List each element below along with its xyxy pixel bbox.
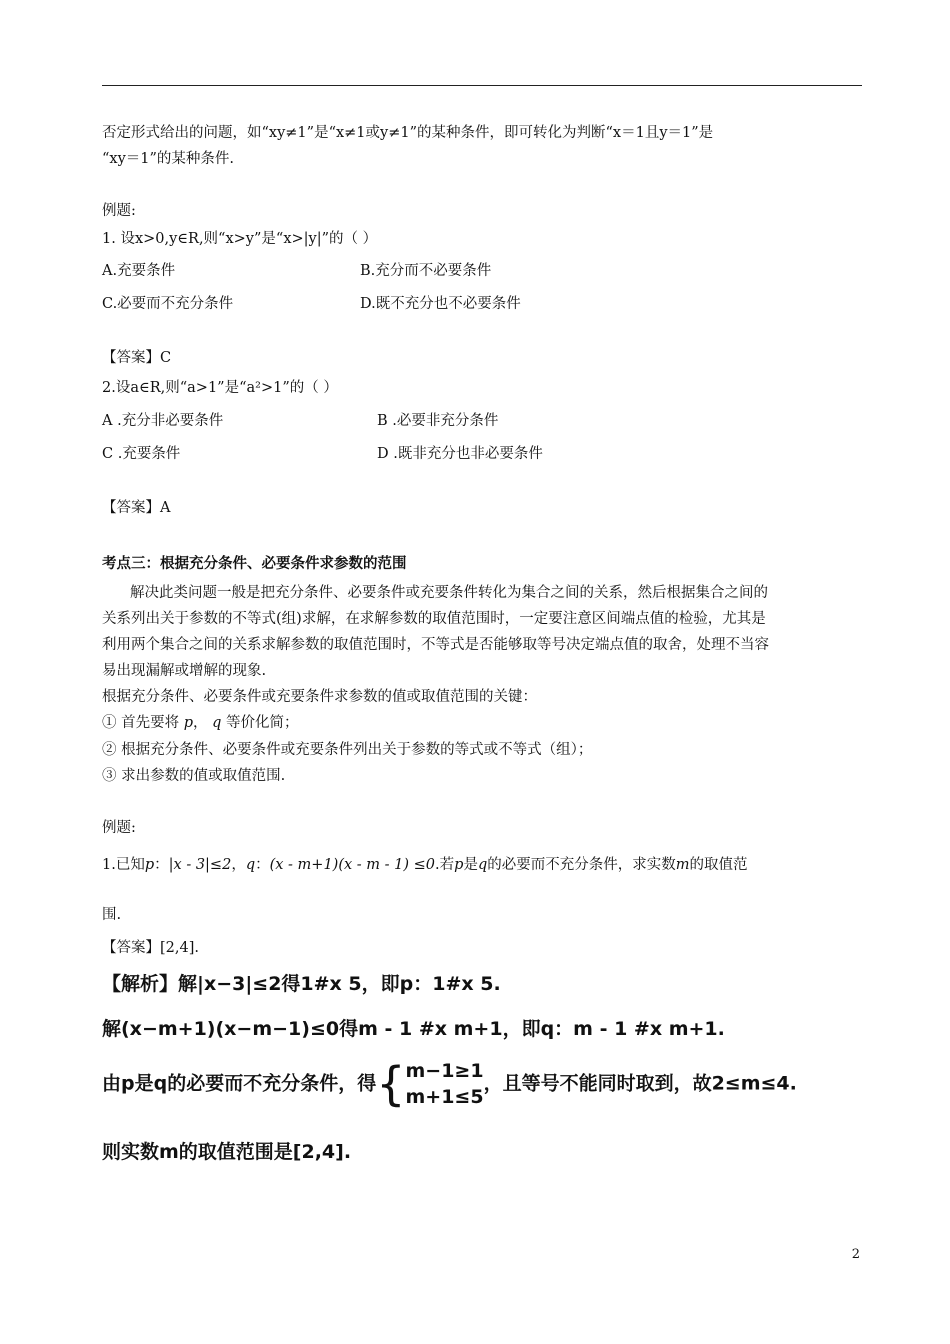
section-title: 考点三：根据充分条件、必要条件求参数的范围 bbox=[102, 555, 407, 572]
step-2: ② 根据充分条件、必要条件或充要条件列出关于参数的等式或不等式（组）； bbox=[102, 742, 593, 758]
intro-line-2: “xy＝1”的某种条件. bbox=[102, 151, 235, 167]
option-b: B.充分而不必要条件 bbox=[360, 263, 492, 279]
step-1: ① 首先要将 p， q 等价化简； bbox=[102, 715, 299, 731]
case-2: m+1≤5 bbox=[405, 1086, 484, 1108]
example-2-heading: 例题: bbox=[102, 820, 136, 836]
var-q: q bbox=[212, 715, 222, 731]
example-2-answer: 【答案】[2,4]. bbox=[102, 940, 199, 956]
example-heading: 例题: bbox=[102, 203, 136, 219]
cases-block bbox=[405, 1058, 483, 1110]
intro-line-1: 否定形式给出的问题，如“xy≠1”是“x≠1或y≠1”的某种条件，即可转化为判断“x＝1且y＝1”是 bbox=[102, 125, 714, 141]
section-paragraph-4: 易出现漏解或增解的现象. bbox=[102, 663, 267, 679]
solution-line-2: 解(x−m+1)(x−m−1)≤0得m - 1 #x m+1，即q：m - 1 #x m+1. bbox=[102, 1018, 725, 1040]
solution-line-3: 由p是q的必要而不充分条件，得{m−1≥1 m+1≤5，且等号不能同时取到，故2≤m≤4. bbox=[102, 1057, 797, 1111]
option-c: C.必要而不充分条件 bbox=[102, 296, 234, 312]
example-2-question: 1.已知p：|x - 3|≤2，q：(x - m+1)(x - m - 1) ≤0.若p是q的必要而不充分条件，求实数m的取值范 bbox=[102, 857, 748, 873]
condition-p-expr: |x - 3|≤2 bbox=[168, 857, 232, 873]
section-paragraph-1: 解决此类问题一般是把充分条件、必要条件或充要条件转化为集合之间的关系，然后根据集合之间的 bbox=[130, 585, 768, 601]
q2-option-c: C .充要条件 bbox=[102, 446, 181, 462]
cases-brace: { bbox=[376, 1057, 406, 1111]
question-1: 1. 设x>0,y∈R,则“x>y”是“x>|y|”的（ ） bbox=[102, 231, 378, 247]
q2-option-b: B .必要非充分条件 bbox=[377, 413, 499, 429]
option-d: D.既不充分也不必要条件 bbox=[360, 296, 521, 312]
header-rule bbox=[102, 85, 862, 86]
section-paragraph-2: 关系列出关于参数的不等式(组)求解，在求解参数的取值范围时，一定要注意区间端点值的检验，尤其是 bbox=[102, 611, 766, 627]
q2-option-a: A .充分非必要条件 bbox=[102, 413, 224, 429]
example-2-question-cont: 围. bbox=[102, 907, 122, 923]
section-paragraph-3: 利用两个集合之间的关系求解参数的取值范围时，不等式是否能够取等号决定端点值的取舍，处理不当容 bbox=[102, 637, 769, 653]
answer-1: 【答案】C bbox=[102, 350, 172, 366]
answer-2: 【答案】A bbox=[102, 500, 171, 516]
condition-q-expr: (x - m+1)(x - m - 1) ≤0 bbox=[269, 857, 436, 873]
solution-line-1: 【解析】解|x−3|≤2得1#x 5，即p：1#x 5. bbox=[102, 973, 501, 995]
var-p: p bbox=[183, 715, 194, 731]
case-1: m−1≥1 bbox=[405, 1060, 484, 1082]
key-points-intro: 根据充分条件、必要条件或充要条件求参数的值或取值范围的关键： bbox=[102, 689, 537, 705]
step-3: ③ 求出参数的值或取值范围. bbox=[102, 768, 286, 784]
solution-line-4: 则实数m的取值范围是[2,4]. bbox=[102, 1141, 352, 1163]
question-2: 2.设a∈R,则“a>1”是“a²>1”的（ ） bbox=[102, 380, 338, 396]
q2-option-d: D .既非充分也非必要条件 bbox=[377, 446, 543, 462]
option-a: A.充要条件 bbox=[102, 263, 176, 279]
page-number: 2 bbox=[851, 1247, 860, 1262]
